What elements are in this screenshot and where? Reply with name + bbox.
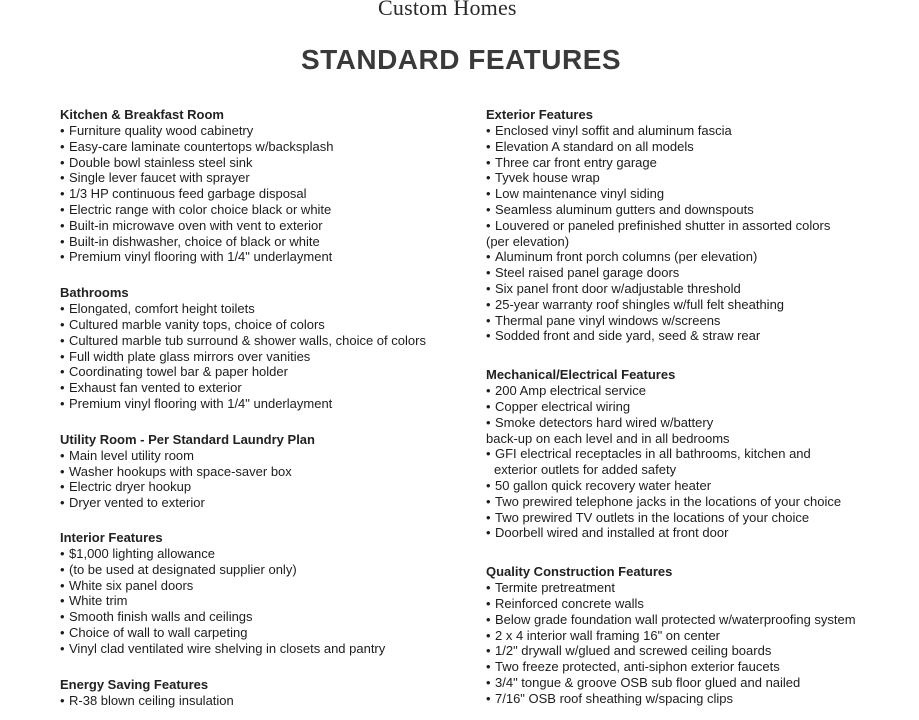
feature-text: Below grade foundation wall protected w/waterproofing system <box>495 611 856 627</box>
section-kitchen-breakfast-room <box>60 107 465 265</box>
bullet-icon: • <box>60 380 65 396</box>
feature-text: Doorbell wired and installed at front door <box>495 525 729 541</box>
feature-text: Built-in dishwasher, choice of black or white <box>69 233 320 249</box>
right-column <box>486 107 906 707</box>
feature-item <box>60 593 465 609</box>
feature-text: Built-in microwave oven with vent to exterior <box>69 217 323 233</box>
feature-item <box>486 186 906 202</box>
feature-text: Smooth finish walls and ceilings <box>69 609 253 625</box>
bullet-icon: • <box>486 414 491 430</box>
feature-text: Two prewired telephone jacks in the locations of your choice <box>495 493 842 509</box>
feature-item <box>60 562 465 578</box>
bullet-icon: • <box>486 595 491 611</box>
feature-item <box>60 448 465 464</box>
feature-item <box>486 643 906 659</box>
feature-text: (to be used at designated supplier only) <box>69 561 297 577</box>
bullet-icon: • <box>60 495 65 511</box>
feature-item <box>486 596 906 612</box>
feature-item <box>486 123 906 139</box>
section-heading: Kitchen & Breakfast Room <box>60 107 224 122</box>
bullet-icon: • <box>486 123 491 138</box>
feature-text: Sodded front and side yard, seed & straw rear <box>495 328 761 344</box>
feature-text: Main level utility room <box>69 447 194 463</box>
section-bathrooms <box>60 285 465 412</box>
feature-item <box>486 249 906 265</box>
feature-list <box>60 301 465 412</box>
feature-text: Double bowl stainless steel sink <box>69 154 253 170</box>
bullet-icon: • <box>60 316 65 332</box>
bullet-icon: • <box>60 217 65 233</box>
feature-text: R-38 blown ceiling insulation <box>69 692 234 708</box>
feature-item <box>486 446 906 462</box>
section-heading: Mechanical/Electrical Features <box>486 367 676 383</box>
feature-item <box>60 249 465 265</box>
bullet-icon: • <box>60 301 65 317</box>
section-heading: Interior Features <box>60 529 163 545</box>
section-utility-room-per-standard-laundry-plan <box>60 432 465 511</box>
brand-name: Custom Homes <box>378 0 517 20</box>
feature-text: Elevation A standard on all models <box>495 138 694 154</box>
bullet-icon: • <box>486 249 491 265</box>
bullet-icon: • <box>60 249 65 265</box>
feature-text: Coordinating towel bar & paper holder <box>69 364 288 380</box>
section-energy-saving-features <box>60 677 465 709</box>
bullet-icon: • <box>486 580 491 596</box>
feature-item <box>486 170 906 186</box>
feature-text: exterior outlets for added safety <box>494 462 677 478</box>
bullet-icon: • <box>60 447 65 463</box>
feature-item <box>60 333 465 349</box>
feature-text: Six panel front door w/adjustable threshold <box>495 280 741 296</box>
feature-item <box>60 464 465 480</box>
bullet-icon: • <box>60 640 65 656</box>
feature-text: Cultured marble vanity tops, choice of colors <box>69 316 325 332</box>
feature-text: Easy-care laminate countertops w/backsplash <box>69 138 334 154</box>
feature-item <box>486 218 906 234</box>
feature-text: Choice of wall to wall carpeting <box>69 624 248 640</box>
feature-item <box>486 580 906 596</box>
bullet-icon: • <box>486 446 491 462</box>
feature-text: Exhaust fan vented to exterior <box>69 380 242 396</box>
feature-text: 3/4" tongue & groove OSB sub floor glued and nailed <box>495 674 801 690</box>
bullet-icon: • <box>60 609 65 625</box>
bullet-icon: • <box>60 479 65 495</box>
feature-item <box>60 693 465 709</box>
feature-text: Enclosed vinyl soffit and aluminum fascia <box>495 123 732 138</box>
feature-item <box>60 396 465 412</box>
feature-item <box>486 265 906 281</box>
feature-item <box>60 301 465 317</box>
feature-item <box>486 478 906 494</box>
bullet-icon: • <box>60 692 65 708</box>
feature-item <box>486 525 906 541</box>
bullet-icon: • <box>486 265 491 281</box>
feature-item <box>60 186 465 202</box>
feature-item <box>60 234 465 250</box>
feature-list <box>486 580 906 706</box>
section-interior-features <box>60 530 465 657</box>
feature-text: Premium vinyl flooring with 1/4" underlayment <box>69 395 333 411</box>
feature-item <box>486 234 906 250</box>
bullet-icon: • <box>60 154 65 170</box>
feature-item <box>60 202 465 218</box>
feature-text: Full width plate glass mirrors over vanities <box>69 348 311 364</box>
bullet-icon: • <box>60 561 65 577</box>
feature-item <box>486 415 906 431</box>
bullet-icon: • <box>486 280 491 296</box>
feature-text: 2 x 4 interior wall framing 16" on center <box>495 627 720 643</box>
feature-item <box>60 364 465 380</box>
feature-text: Aluminum front porch columns (per elevation) <box>495 249 758 265</box>
feature-list <box>486 383 906 541</box>
bullet-icon: • <box>486 659 491 675</box>
feature-item <box>486 139 906 155</box>
feature-item <box>60 155 465 171</box>
feature-list <box>60 448 465 511</box>
feature-text: 1/2" drywall w/glued and screwed ceiling boards <box>495 643 772 659</box>
feature-item <box>60 170 465 186</box>
feature-text: Thermal pane vinyl windows w/screens <box>495 312 721 328</box>
feature-list <box>486 123 906 344</box>
feature-text: Dryer vented to exterior <box>69 495 205 511</box>
section-heading: Utility Room - Per Standard Laundry Plan <box>60 431 315 447</box>
feature-text: Cultured marble tub surround & shower walls, choice of colors <box>69 332 426 348</box>
bullet-icon: • <box>60 463 65 479</box>
section-exterior-features <box>486 107 906 344</box>
bullet-icon: • <box>486 201 491 217</box>
feature-text: Single lever faucet with sprayer <box>69 170 250 186</box>
feature-text: White six panel doors <box>69 577 194 593</box>
bullet-icon: • <box>60 624 65 640</box>
feature-item <box>486 612 906 628</box>
feature-text: 25-year warranty roof shingles w/full felt sheathing <box>495 296 785 312</box>
bullet-icon: • <box>60 138 65 154</box>
feature-item <box>60 641 465 657</box>
feature-item <box>486 628 906 644</box>
feature-item <box>486 297 906 313</box>
feature-item <box>486 494 906 510</box>
feature-text: Louvered or paneled prefinished shutter in assorted colors <box>495 217 831 233</box>
feature-text: Tyvek house wrap <box>495 170 600 186</box>
feature-text: Seamless aluminum gutters and downspouts <box>495 201 754 217</box>
feature-item <box>60 546 465 562</box>
page-title: STANDARD FEATURES <box>300 44 622 75</box>
feature-text: Reinforced concrete walls <box>495 595 644 611</box>
bullet-icon: • <box>486 690 491 706</box>
feature-item <box>60 578 465 594</box>
section-heading: Exterior Features <box>486 107 593 122</box>
bullet-icon: • <box>486 383 491 399</box>
bullet-icon: • <box>486 674 491 690</box>
bullet-icon: • <box>486 138 491 154</box>
bullet-icon: • <box>60 577 65 593</box>
feature-item <box>486 510 906 526</box>
feature-text: 7/16" OSB roof sheathing w/spacing clips <box>495 690 734 706</box>
bullet-icon: • <box>486 493 491 509</box>
feature-item <box>486 691 906 707</box>
feature-text: Furniture quality wood cabinetry <box>69 123 254 138</box>
bullet-icon: • <box>60 332 65 348</box>
bullet-icon: • <box>486 611 491 627</box>
feature-text: 50 gallon quick recovery water heater <box>495 477 712 493</box>
feature-item <box>486 281 906 297</box>
feature-text: Termite pretreatment <box>495 580 615 596</box>
bullet-icon: • <box>486 477 491 493</box>
feature-item <box>486 462 906 478</box>
bullet-icon: • <box>486 643 491 659</box>
feature-item <box>60 317 465 333</box>
feature-text: Premium vinyl flooring with 1/4" underlayment <box>69 249 333 265</box>
feature-item <box>486 675 906 691</box>
feature-text: Low maintenance vinyl siding <box>495 186 665 202</box>
feature-text: Elongated, comfort height toilets <box>69 301 255 317</box>
bullet-icon: • <box>60 123 65 138</box>
feature-item <box>486 431 906 447</box>
feature-text: White trim <box>69 593 128 609</box>
feature-item <box>60 218 465 234</box>
feature-text: back-up on each level and in all bedrooms <box>486 430 730 446</box>
feature-text: Washer hookups with space-saver box <box>69 463 292 479</box>
feature-text: Two prewired TV outlets in the locations of your choice <box>495 509 810 525</box>
feature-text: Copper electrical wiring <box>495 398 631 414</box>
feature-list <box>60 123 465 265</box>
feature-text: $1,000 lighting allowance <box>69 545 215 561</box>
feature-text: Three car front entry garage <box>495 154 657 170</box>
feature-item <box>60 495 465 511</box>
bullet-icon: • <box>60 395 65 411</box>
feature-text: Electric dryer hookup <box>69 479 192 495</box>
feature-text: 200 Amp electrical service <box>495 383 647 399</box>
bullet-icon: • <box>60 233 65 249</box>
section-heading: Bathrooms <box>60 285 129 301</box>
feature-text: Vinyl clad ventilated wire shelving in closets and pantry <box>69 640 386 656</box>
bullet-icon: • <box>486 186 491 202</box>
feature-item <box>486 659 906 675</box>
feature-text: Two freeze protected, anti-siphon exterior faucets <box>495 659 780 675</box>
feature-item <box>486 383 906 399</box>
section-quality-construction-features <box>486 564 906 706</box>
bullet-icon: • <box>486 312 491 328</box>
feature-text: GFI electrical receptacles in all bathrooms, kitchen and <box>495 446 811 462</box>
bullet-icon: • <box>486 398 491 414</box>
bullet-icon: • <box>60 593 65 609</box>
feature-text: Smoke detectors hard wired w/battery <box>495 414 714 430</box>
feature-item <box>486 313 906 329</box>
feature-text: Steel raised panel garage doors <box>495 265 680 281</box>
feature-item <box>60 479 465 495</box>
feature-item <box>60 380 465 396</box>
feature-item <box>60 349 465 365</box>
bullet-icon: • <box>60 170 65 186</box>
feature-item <box>60 123 465 139</box>
bullet-icon: • <box>486 509 491 525</box>
feature-item <box>60 625 465 641</box>
feature-item <box>486 328 906 344</box>
feature-text: (per elevation) <box>486 233 570 249</box>
bullet-icon: • <box>60 186 65 202</box>
feature-text: 1/3 HP continuous feed garbage disposal <box>69 186 307 202</box>
feature-item <box>486 155 906 171</box>
bullet-icon: • <box>60 348 65 364</box>
bullet-icon: • <box>486 154 491 170</box>
bullet-icon: • <box>486 627 491 643</box>
bullet-icon: • <box>486 296 491 312</box>
feature-item <box>486 202 906 218</box>
bullet-icon: • <box>486 217 491 233</box>
section-heading: Quality Construction Features <box>486 564 673 580</box>
left-column <box>60 107 465 708</box>
bullet-icon: • <box>486 525 491 541</box>
bullet-icon: • <box>486 328 491 344</box>
feature-list <box>60 693 465 709</box>
feature-item <box>60 609 465 625</box>
bullet-icon: • <box>60 201 65 217</box>
feature-item <box>60 139 465 155</box>
feature-item <box>486 399 906 415</box>
section-mechanical-electrical-features <box>486 367 906 541</box>
feature-text: Electric range with color choice black or white <box>69 201 332 217</box>
bullet-icon: • <box>60 545 65 561</box>
bullet-icon: • <box>486 170 491 186</box>
feature-list <box>60 546 465 657</box>
bullet-icon: • <box>60 364 65 380</box>
section-heading: Energy Saving Features <box>60 676 209 692</box>
